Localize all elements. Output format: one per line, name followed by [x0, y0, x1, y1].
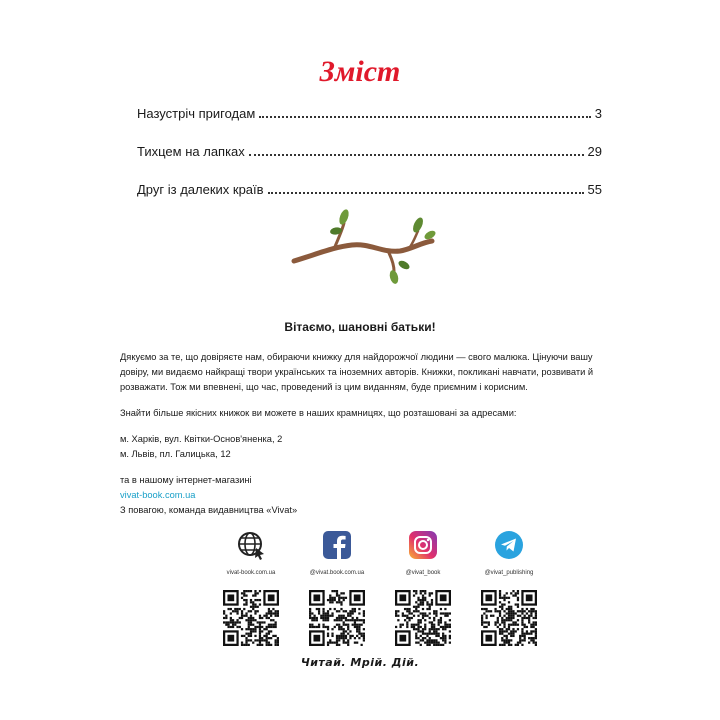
social-telegram[interactable] [473, 530, 545, 646]
toc-leader-dots [259, 116, 590, 118]
social-links [215, 530, 545, 646]
social-handle: @vivat_book [405, 570, 441, 576]
address-lviv: м. Львів, пл. Галицька, 12 [120, 449, 231, 459]
qr-code[interactable] [481, 590, 537, 646]
social-handle: @vivat_publishing [484, 570, 534, 576]
social-facebook[interactable] [301, 530, 373, 646]
social-instagram[interactable] [387, 530, 459, 646]
social-handle: @vivat.book.com.ua [309, 570, 365, 576]
facebook-icon [322, 530, 352, 560]
online-block [120, 473, 620, 518]
toc-entry-title: Друг із далеких країв [137, 182, 264, 197]
toc-entry-page: 3 [594, 106, 602, 121]
telegram-icon [494, 530, 524, 560]
greeting-heading: Вітаємо, шановні батьки! [284, 320, 436, 334]
toc-entry-page: 29 [587, 144, 602, 159]
toc-entry[interactable] [137, 106, 602, 120]
toc-leader-dots [268, 192, 584, 194]
toc-entry-title: Тихцем на лапках [137, 144, 245, 159]
slogan: Читай. Мрій. Дій. [300, 656, 420, 669]
branch-illustration [290, 205, 440, 285]
qr-code[interactable] [309, 590, 365, 646]
table-of-contents [137, 106, 602, 220]
toc-entry[interactable] [137, 144, 602, 158]
address-block [120, 432, 620, 462]
address-kharkiv: м. Харків, вул. Квітки-Основ'яненка, 2 [120, 434, 283, 444]
instagram-icon [408, 530, 438, 560]
qr-code[interactable] [395, 590, 451, 646]
letter-paragraph: Дякуємо за те, що довіряєте нам, обираючи книжку для найдорожчої людини — свого малюка. Цінуючи вашу довіру, ми видаємо найкращі твори українських та іноземних авторів. Книжки, покликані навчати, розвивати й розважати. Тож ми впевнені, що час, проведений із цим виданням, буде приємним і корисним. [120, 352, 594, 392]
toc-entry[interactable] [137, 182, 602, 196]
social-website[interactable] [215, 530, 287, 646]
toc-entry-page: 55 [587, 182, 602, 197]
toc-title: Зміст [319, 55, 401, 88]
globe-icon [236, 530, 266, 560]
toc-entry-title: Назустріч пригодам [137, 106, 256, 121]
toc-leader-dots [249, 154, 584, 156]
letter-body [120, 350, 620, 529]
online-intro: та в нашому інтернет-магазині [120, 475, 252, 485]
website-link[interactable]: vivat-book.com.ua [120, 490, 196, 500]
qr-code[interactable] [223, 590, 279, 646]
letter-paragraph: Знайти більше якісних книжок ви можете в наших крамницях, що розташовані за адресами: [120, 408, 517, 418]
signoff: З повагою, команда видавництва «Vivat» [120, 505, 298, 515]
social-handle: vivat-book.com.ua [226, 570, 276, 576]
